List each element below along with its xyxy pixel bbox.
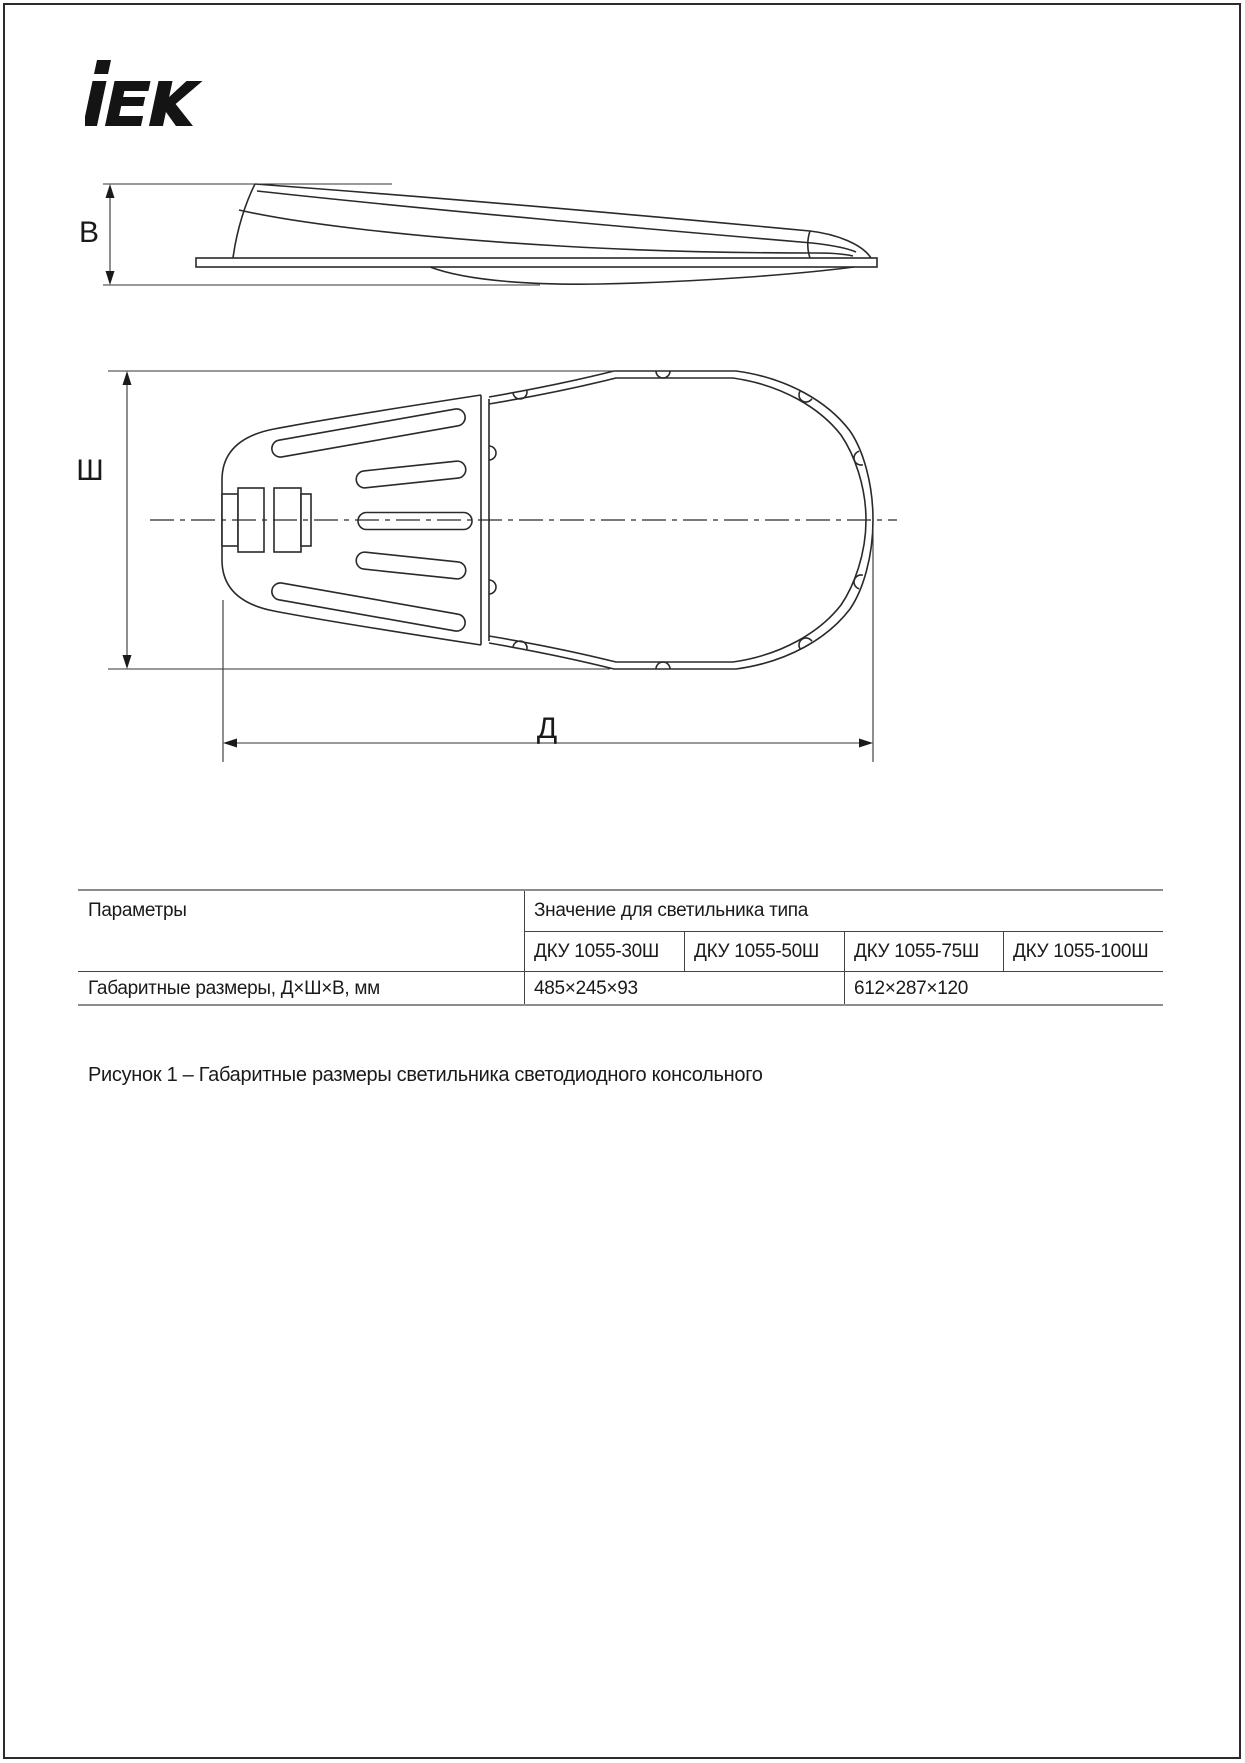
side-view-dimension-height: [103, 184, 540, 285]
table-row-value-small: 485×245×93: [534, 978, 638, 999]
side-view-drawing: [196, 184, 877, 284]
table-header-model-4: ДКУ 1055-100Ш: [1013, 941, 1149, 962]
table-header-parameters: Параметры: [88, 900, 187, 921]
figure-caption: Рисунок 1 – Габаритные размеры светильника светодиодного консольного: [88, 1064, 763, 1086]
arrow-up-icon: [123, 371, 132, 385]
dimensions-table: [78, 889, 1163, 1006]
arrow-down-icon: [123, 655, 132, 669]
table-header-model-3: ДКУ 1055-75Ш: [854, 941, 980, 962]
side-endcap-seam: [808, 231, 810, 258]
side-top-edge-inner: [239, 210, 853, 256]
rib-slot: [271, 408, 467, 459]
boss-bump: [656, 662, 670, 669]
mounting-plate: [196, 258, 877, 267]
arrow-left-icon: [223, 739, 237, 748]
side-nose-edge: [233, 184, 255, 258]
table-vrule-main: [524, 891, 525, 1004]
lens-bowl: [430, 267, 854, 284]
table-vrule-col3: [1003, 932, 1004, 971]
width-dimension-label: Ш: [76, 454, 104, 487]
rib-slot: [358, 513, 472, 530]
height-dimension-label: В: [78, 216, 100, 249]
table-row-param-name: Габаритные размеры, Д×Ш×В, мм: [88, 978, 380, 999]
arrow-up-icon: [106, 184, 115, 198]
table-vrule-col1: [684, 932, 685, 971]
table-row-value-large: 612×287×120: [854, 978, 968, 999]
rib-slot: [271, 582, 467, 633]
table-rule-top: [78, 889, 1163, 891]
table-header-value-group: Значение для светильника типа: [534, 900, 809, 921]
rib-slot: [355, 460, 466, 488]
side-top-edge-mid: [257, 191, 856, 252]
boss-bump: [489, 580, 496, 594]
boss-bump: [656, 371, 670, 378]
table-header-model-1: ДКУ 1055-30Ш: [534, 941, 660, 962]
arrow-right-icon: [859, 739, 873, 748]
table-rule-bottom: [78, 1004, 1163, 1006]
rib-slot: [355, 551, 466, 579]
table-rule-body: [78, 971, 1163, 972]
table-vrule-col2: [844, 932, 845, 1004]
arrow-down-icon: [106, 271, 115, 285]
boss-bump: [489, 446, 496, 460]
table-header-model-2: ДКУ 1055-50Ш: [694, 941, 820, 962]
length-dimension-label: Д: [536, 712, 558, 745]
